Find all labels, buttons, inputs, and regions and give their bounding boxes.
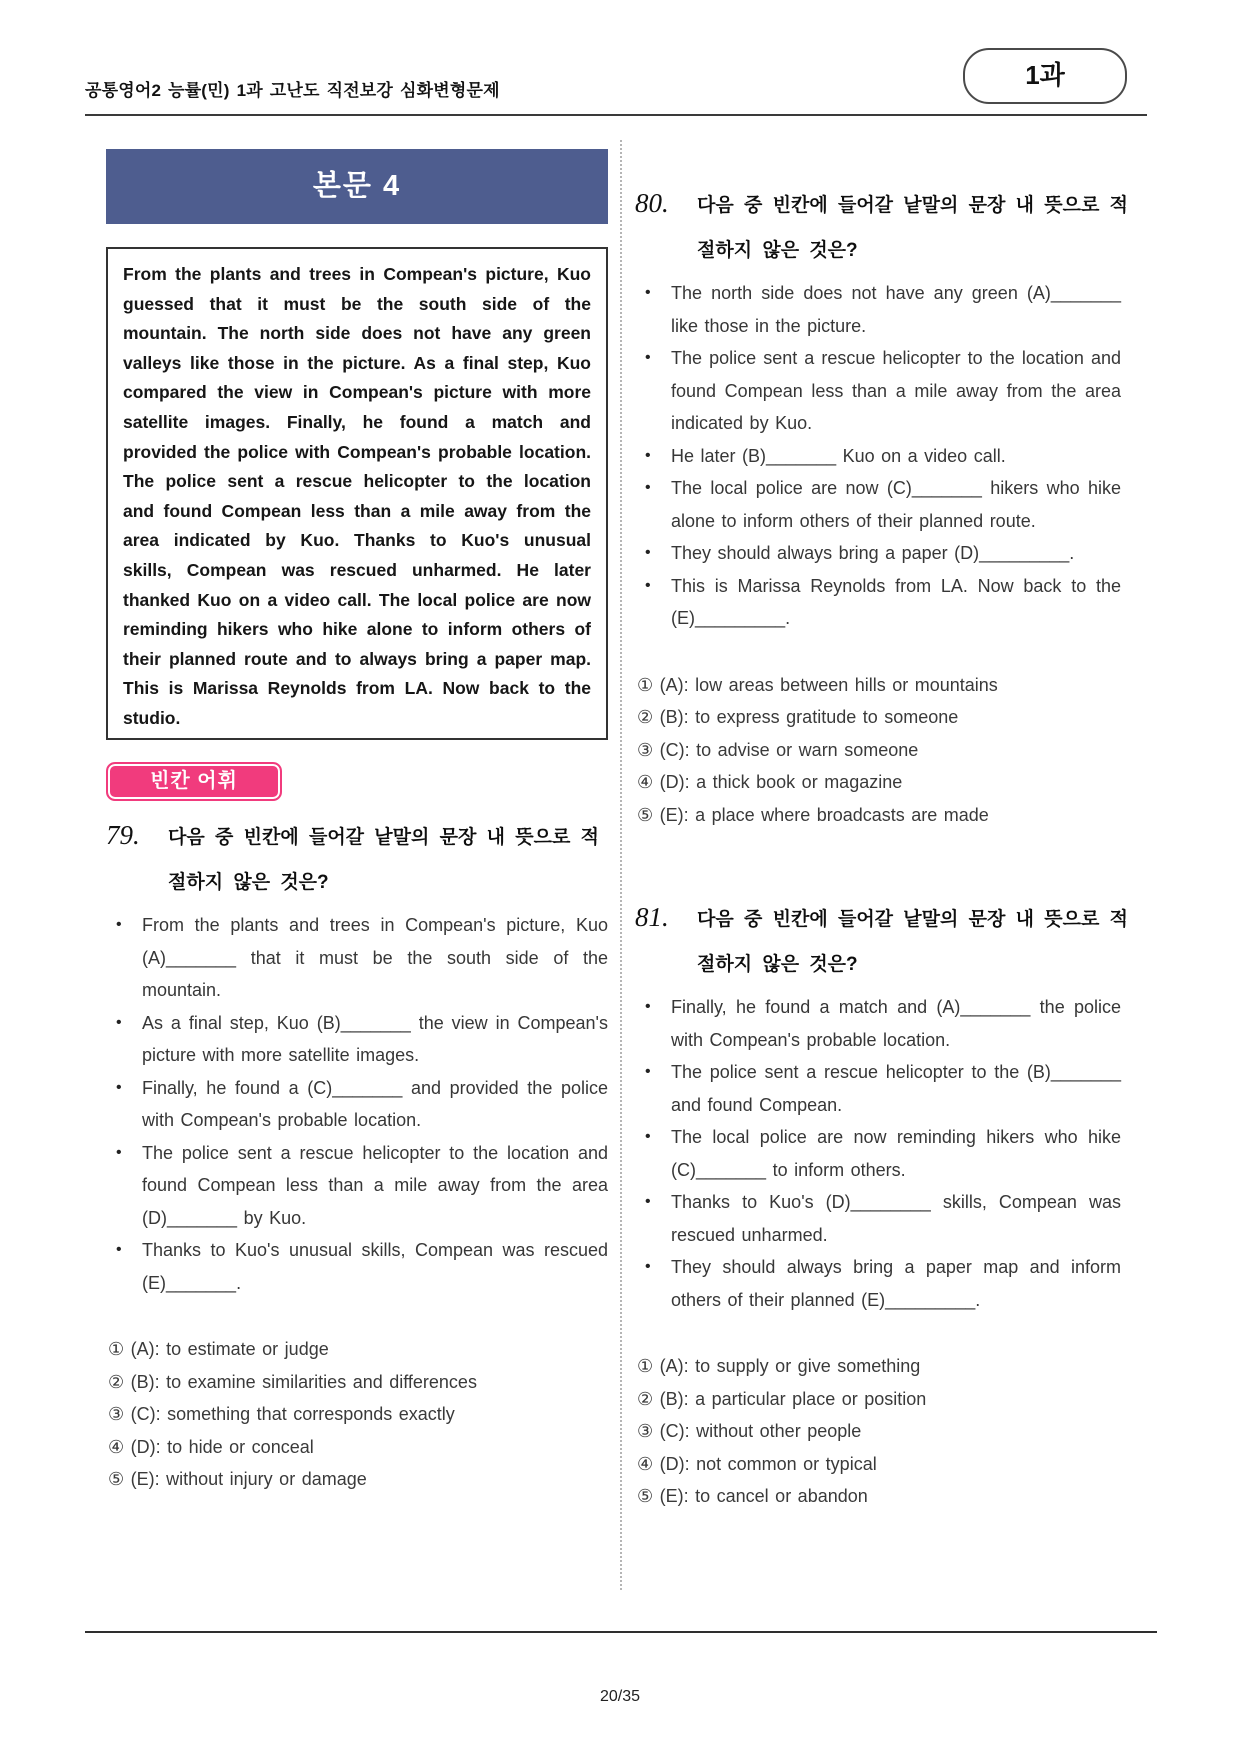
question-80-bullets: [635, 277, 1121, 635]
question-stem: 다음 중 빈칸에 들어갈 낱말의 문장 내 뜻으로 적: [168, 827, 599, 848]
question-stem: 절하지 않은 것은?: [697, 954, 858, 975]
bullet-item: • Thanks to Kuo's unusual skills, Compean was rescued (E)_______.: [106, 1234, 608, 1299]
bullet-item: • He later (B)_______ Kuo on a video call.: [635, 440, 1121, 473]
option-item: ④ (D): to hide or conceal: [108, 1436, 314, 1457]
bullet-item: • Thanks to Kuo's (D)________ skills, Compean was rescued unharmed.: [635, 1186, 1121, 1251]
question-stem: 다음 중 빈칸에 들어갈 낱말의 문장 내 뜻으로 적: [697, 195, 1128, 216]
bullet-item: • From the plants and trees in Compean's picture, Kuo (A)_______ that it must be the south side of the mountain.: [106, 909, 608, 1007]
question-81: [635, 897, 1128, 987]
left-column: [106, 0, 608, 1496]
question-80-options: [635, 669, 1121, 832]
question-79-options: [106, 1333, 608, 1496]
option-item: ⑤ (E): without injury or damage: [108, 1469, 367, 1489]
bullet-item: • They should always bring a paper (D)_________.: [635, 537, 1121, 570]
option-item: ③ (C): something that corresponds exactly: [108, 1404, 455, 1424]
bullet-item: • The local police are now (C)_______ hikers who hike alone to inform others of their planned route.: [635, 472, 1121, 537]
question-number: 81.: [635, 902, 669, 932]
bullet-item: • As a final step, Kuo (B)_______ the view in Compean's picture with more satellite images.: [106, 1007, 608, 1072]
question-stem: 다음 중 빈칸에 들어갈 낱말의 문장 내 뜻으로 적: [697, 909, 1128, 930]
option-item: ⑤ (E): a place where broadcasts are made: [637, 804, 989, 825]
option-item: ④ (D): a thick book or magazine: [637, 772, 903, 792]
option-item: ⑤ (E): to cancel or abandon: [637, 1486, 868, 1506]
column-divider: [620, 140, 622, 1590]
category-badge: 빈칸 어휘: [106, 762, 282, 801]
question-79-bullets: [106, 909, 608, 1299]
option-item: ① (A): to estimate or judge: [108, 1339, 329, 1359]
bullet-item: • They should always bring a paper map and inform others of their planned (E)_________.: [635, 1251, 1121, 1316]
question-stem: 절하지 않은 것은?: [168, 872, 329, 893]
bullet-item: • The police sent a rescue helicopter to the location and found Compean less than a mile away from the area (D)_______ by Kuo.: [106, 1137, 608, 1235]
option-item: ① (A): low areas between hills or mountains: [637, 674, 998, 695]
option-item: ④ (D): not common or typical: [637, 1453, 877, 1474]
bullet-item: • Finally, he found a (C)_______ and provided the police with Compean's probable location.: [106, 1072, 608, 1137]
question-number: 80.: [635, 188, 669, 218]
bullet-item: • The local police are now reminding hikers who hike (C)_______ to inform others.: [635, 1121, 1121, 1186]
unit-badge: 1과: [963, 48, 1127, 104]
document-title: 공통영어2 능률(민) 1과 고난도 직전보강 심화변형문제: [85, 81, 500, 100]
right-column: [635, 0, 1128, 1513]
bullet-item: • The police sent a rescue helicopter to the location and found Compean less than a mile away from the area indicated by Kuo.: [635, 342, 1121, 440]
option-item: ② (B): a particular place or position: [637, 1388, 927, 1409]
footer-rule: [85, 1631, 1157, 1633]
question-stem: 절하지 않은 것은?: [697, 240, 858, 261]
bullet-item: • The police sent a rescue helicopter to the (B)_______ and found Compean.: [635, 1056, 1121, 1121]
option-item: ① (A): to supply or give something: [637, 1356, 921, 1376]
bullet-item: • Finally, he found a match and (A)_______ the police with Compean's probable location.: [635, 991, 1121, 1056]
question-81-bullets: [635, 991, 1121, 1316]
page-number: 20/35: [599, 1688, 641, 1705]
option-item: ② (B): to express gratitude to someone: [637, 707, 959, 727]
question-80: [635, 183, 1128, 273]
option-item: ② (B): to examine similarities and differences: [108, 1371, 477, 1392]
passage-section-header: 본문 4: [106, 149, 608, 224]
bullet-item: • This is Marissa Reynolds from LA. Now back to the (E)_________.: [635, 570, 1121, 635]
option-item: ③ (C): to advise or warn someone: [637, 739, 919, 760]
bullet-item: • The north side does not have any green (A)_______ like those in the picture.: [635, 277, 1121, 342]
question-81-options: [635, 1350, 1121, 1513]
option-item: ③ (C): without other people: [637, 1421, 862, 1441]
passage-box: From the plants and trees in Compean's picture, Kuo guessed that it must be the south side of the mountain. The north side does not have any green valleys like those in the picture. As a final step, Kuo compared the view in Compean's picture with more satellite images. Finally, he found a match and provided the police with Compean's probable location. The police sent a rescue helicopter to the location and found Compean less than a mile away from the area indicated by Kuo. Thanks to Kuo's unusual skills, Compean was rescued unharmed. He later thanked Kuo on a video call. The local police are now reminding hikers who hike alone to inform others of their planned route and to always bring a paper map. This is Marissa Reynolds from LA. Now back to the studio.: [106, 247, 608, 740]
question-number: 79.: [106, 820, 140, 850]
question-79: [106, 815, 608, 905]
